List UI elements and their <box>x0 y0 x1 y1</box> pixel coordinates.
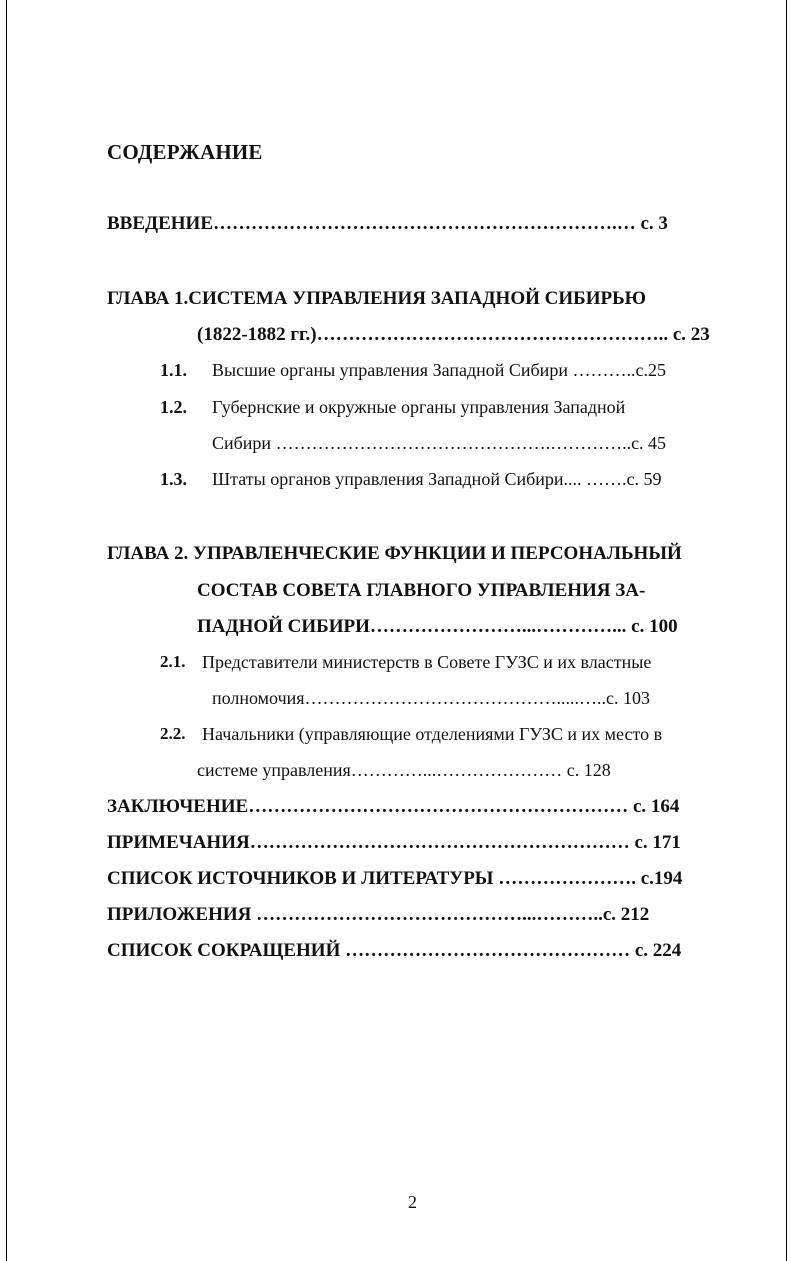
toc-section-text-cont: Сибири ……………………………………….…………..с. 45 <box>212 433 667 453</box>
toc-section-text: Представители министерств в Совете ГУЗС и их властные <box>202 652 652 672</box>
toc-section-number: 2.2. <box>160 724 186 743</box>
page-number: 2 <box>408 1192 417 1212</box>
toc-section-number: 1.1. <box>160 360 187 380</box>
toc-chapter2-title-cont: СОСТАВ СОВЕТА ГЛАВНОГО УПРАВЛЕНИЯ ЗА- <box>197 580 646 601</box>
toc-chapter1-title-cont: (1822-1882 гг.)……………………………………………….. с. 23 <box>197 324 710 345</box>
toc-section-number: 1.2. <box>160 397 187 417</box>
toc-notes: ПРИМЕЧАНИЯ…………………………………………………… с. 171 <box>107 832 681 853</box>
toc-section-number: 2.1. <box>160 652 186 671</box>
toc-conclusion: ЗАКЛЮЧЕНИЕ…………………………………………………… с. 164 <box>107 796 680 817</box>
toc-chapter2-title: ГЛАВА 2. УПРАВЛЕНЧЕСКИЕ ФУНКЦИИ И ПЕРСОНАЛЬНЫЙ <box>107 543 682 564</box>
toc-section-text-cont: системе управления…………...………………… с. 128 <box>197 760 611 780</box>
toc-section-text: Губернские и окружные органы управления Западной <box>212 397 626 417</box>
toc-sources: СПИСОК ИСТОЧНИКОВ И ЛИТЕРАТУРЫ …………………. с.194 <box>107 868 683 889</box>
toc-intro: ВВЕДЕНИЕ……………………………………………………….… с. 3 <box>107 213 668 234</box>
toc-section-text: Начальники (управляющие отделениями ГУЗС и их место в <box>202 724 663 744</box>
toc-section-text: Штаты органов управления Западной Сибири.... …….с. 59 <box>212 469 662 489</box>
toc-section-text-cont: полномочия…………………………………….....…..с. 103 <box>212 688 651 708</box>
toc-chapter2-title-cont: ПАДНОЙ СИБИРИ……………………...…………... с. 100 <box>197 616 678 637</box>
toc-chapter1-title: ГЛАВА 1.СИСТЕМА УПРАВЛЕНИЯ ЗАПАДНОЙ СИБИРЬЮ <box>107 288 647 309</box>
toc-appendices: ПРИЛОЖЕНИЯ ……………………………………...………..с. 212 <box>107 904 650 925</box>
toc-section-number: 1.3. <box>160 469 187 489</box>
toc-title: СОДЕРЖАНИЕ <box>107 140 263 164</box>
toc-abbreviations: СПИСОК СОКРАЩЕНИЙ ……………………………………… с. 224 <box>107 940 682 961</box>
toc-section-text: Высшие органы управления Западной Сибири ………..с.25 <box>212 360 666 380</box>
